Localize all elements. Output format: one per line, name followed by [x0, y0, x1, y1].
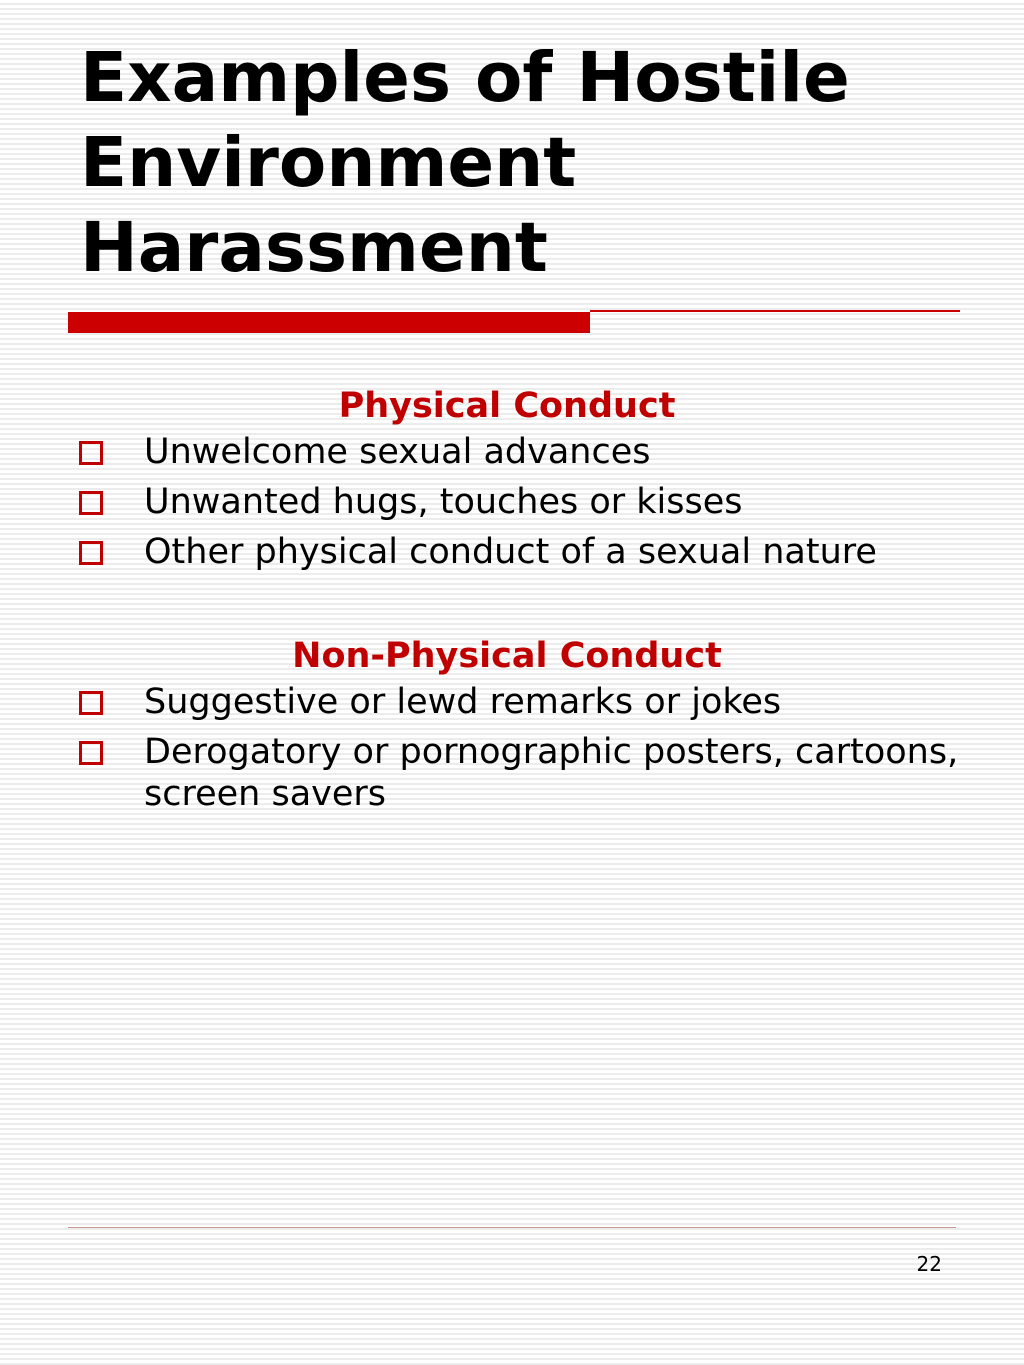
list-item-text: Derogatory or pornographic posters, cartoons, screen savers: [144, 732, 959, 814]
hollow-square-bullet-icon: [79, 541, 103, 565]
slide-title-line: Harassment: [80, 208, 548, 288]
list-item: [0, 431, 1024, 473]
hollow-square-bullet-icon: [79, 691, 103, 715]
title-underline-thick: [68, 312, 590, 333]
bullet-list: [0, 681, 1024, 815]
list-item-text: Unwelcome sexual advances: [144, 432, 651, 472]
page-number: 22: [916, 1252, 942, 1276]
non-physical-conduct-section: [0, 631, 1024, 823]
list-item: [0, 531, 1024, 573]
list-item-text: Suggestive or lewd remarks or jokes: [144, 682, 782, 722]
title-underline-thin: [590, 310, 960, 312]
list-item: [0, 481, 1024, 523]
section-heading: Non-Physical Conduct: [292, 636, 722, 676]
list-item: [0, 731, 1024, 815]
hollow-square-bullet-icon: [79, 741, 103, 765]
list-item-text: Unwanted hugs, touches or kisses: [144, 482, 743, 522]
hollow-square-bullet-icon: [79, 491, 103, 515]
physical-conduct-section: [0, 381, 1024, 581]
slide-title: [80, 36, 980, 291]
list-item: [0, 681, 1024, 723]
slide-title-line: Environment: [80, 123, 577, 203]
section-heading: Physical Conduct: [338, 386, 676, 426]
footer-divider: [68, 1227, 956, 1228]
list-item-text: Other physical conduct of a sexual nature: [144, 532, 877, 572]
hollow-square-bullet-icon: [79, 441, 103, 465]
bullet-list: [0, 431, 1024, 573]
slide-title-line: Examples of Hostile: [80, 38, 850, 118]
